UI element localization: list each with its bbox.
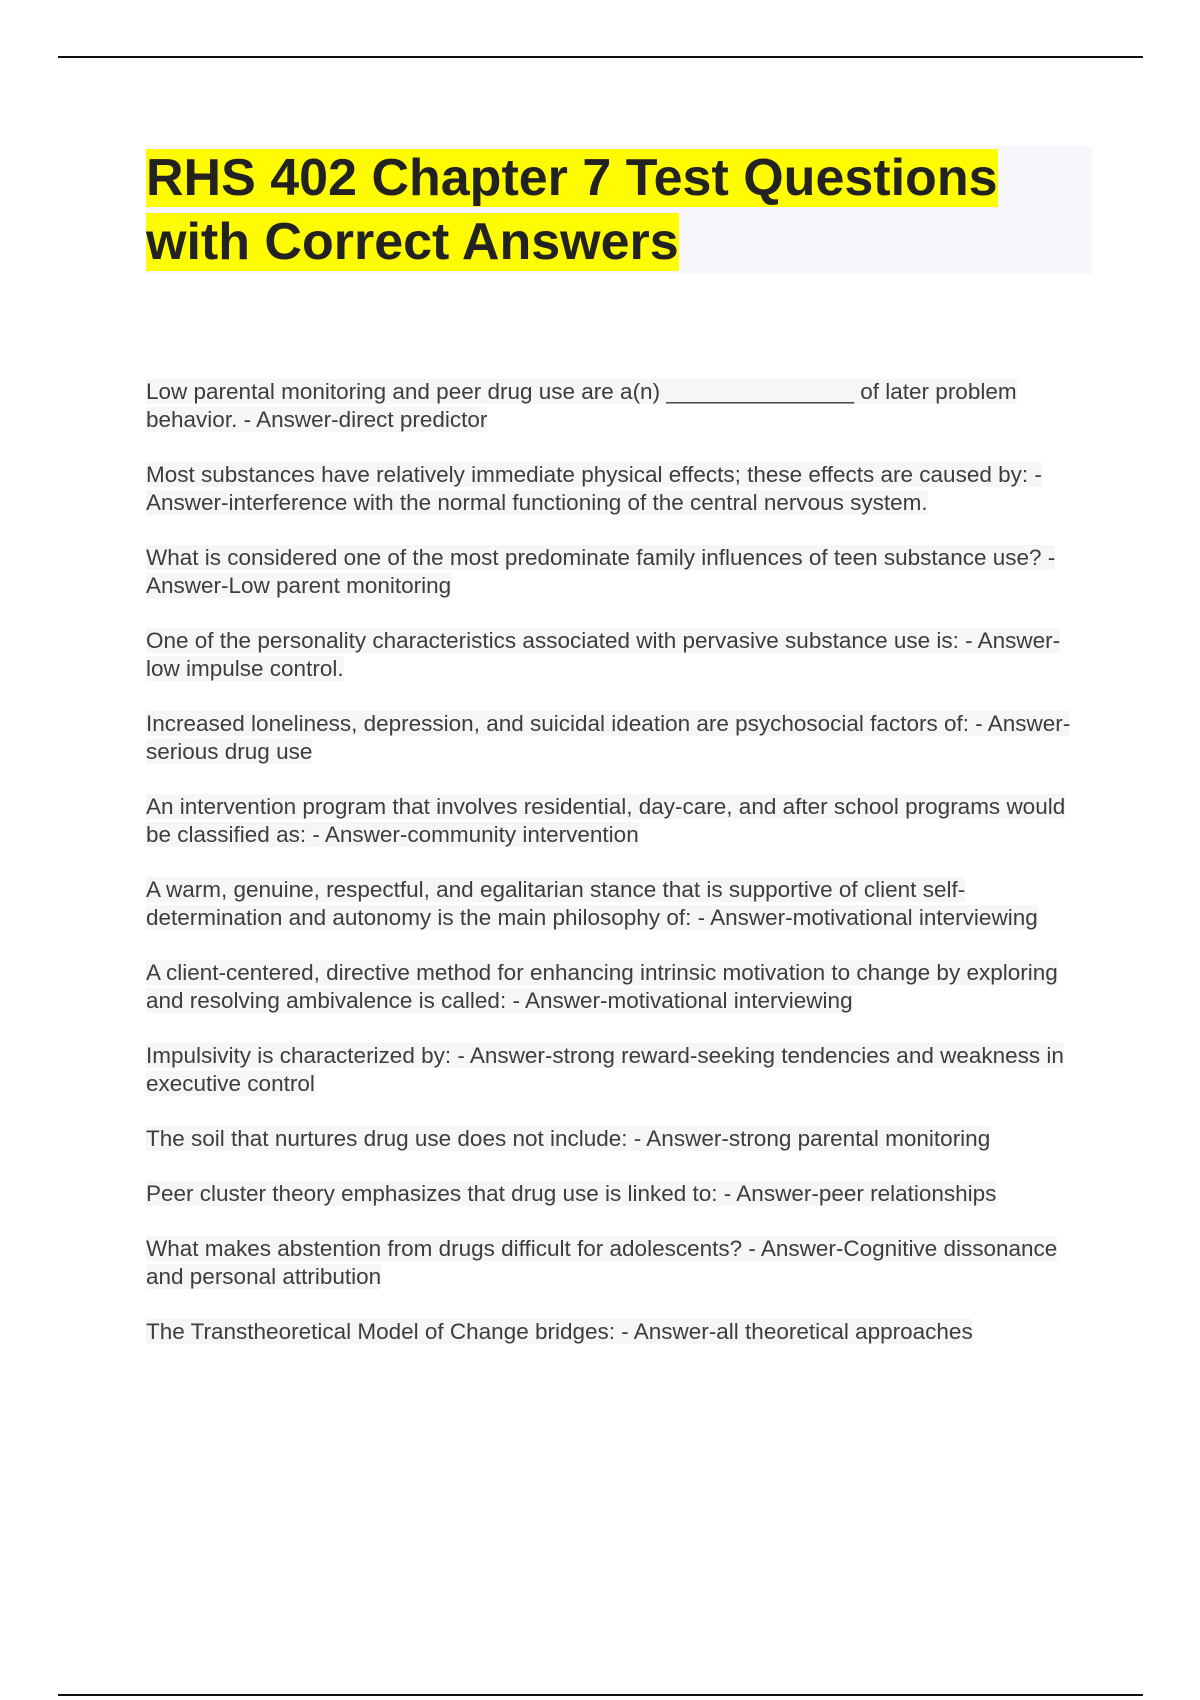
qa-item	[146, 876, 1086, 932]
qa-text: What makes abstention from drugs difficult for adolescents? - Answer-Cognitive dissonance and personal attribution	[146, 1236, 1058, 1289]
bottom-rule	[58, 1694, 1143, 1696]
qa-item	[146, 544, 1086, 600]
qa-item	[146, 959, 1086, 1015]
qa-text: The soil that nurtures drug use does not include: - Answer-strong parental monitoring	[146, 1126, 991, 1151]
qa-item	[146, 710, 1086, 766]
title-block	[146, 146, 1092, 274]
qa-item	[146, 1125, 1086, 1153]
qa-item	[146, 1235, 1086, 1291]
qa-text: Impulsivity is characterized by: - Answer-strong reward-seeking tendencies and weakness in executive control	[146, 1043, 1064, 1096]
qa-item	[146, 1180, 1086, 1208]
page-title	[146, 146, 1092, 274]
qa-text: Increased loneliness, depression, and suicidal ideation are psychosocial factors of: - Answer-serious drug use	[146, 711, 1071, 764]
qa-text: A warm, genuine, respectful, and egalitarian stance that is supportive of client self-determination and autonomy is the main philosophy of: - Answer-motivational interviewing	[146, 877, 1038, 930]
qa-text: One of the personality characteristics associated with pervasive substance use is: - Answer-low impulse control.	[146, 628, 1061, 681]
qa-text: What is considered one of the most predominate family influences of teen substance use? - Answer-Low parent monitoring	[146, 545, 1056, 598]
qa-text: A client-centered, directive method for enhancing intrinsic motivation to change by exploring and resolving ambivalence is called: - Answer-motivational interviewing	[146, 960, 1058, 1013]
qa-item	[146, 1318, 1086, 1346]
qa-item	[146, 378, 1086, 434]
qa-item	[146, 461, 1086, 517]
qa-list	[146, 378, 1092, 1346]
document-body	[146, 146, 1092, 1373]
qa-text: Peer cluster theory emphasizes that drug use is linked to: - Answer-peer relationships	[146, 1181, 997, 1206]
title-line-1: RHS 402 Chapter 7 Test Questions	[146, 149, 998, 207]
qa-text: The Transtheoretical Model of Change bridges: - Answer-all theoretical approaches	[146, 1319, 973, 1344]
qa-text: Most substances have relatively immediate physical effects; these effects are caused by: - Answer-interference with the normal functioning of the central nervous system.	[146, 462, 1042, 515]
qa-text: Low parental monitoring and peer drug use are a(n) _______________ of later problem behavior. - Answer-direct predictor	[146, 379, 1017, 432]
top-rule	[58, 56, 1143, 58]
qa-item	[146, 793, 1086, 849]
title-line-2: with Correct Answers	[146, 213, 679, 271]
qa-text: An intervention program that involves residential, day-care, and after school programs would be classified as: - Answer-community intervention	[146, 794, 1066, 847]
qa-item	[146, 627, 1086, 683]
qa-item	[146, 1042, 1086, 1098]
